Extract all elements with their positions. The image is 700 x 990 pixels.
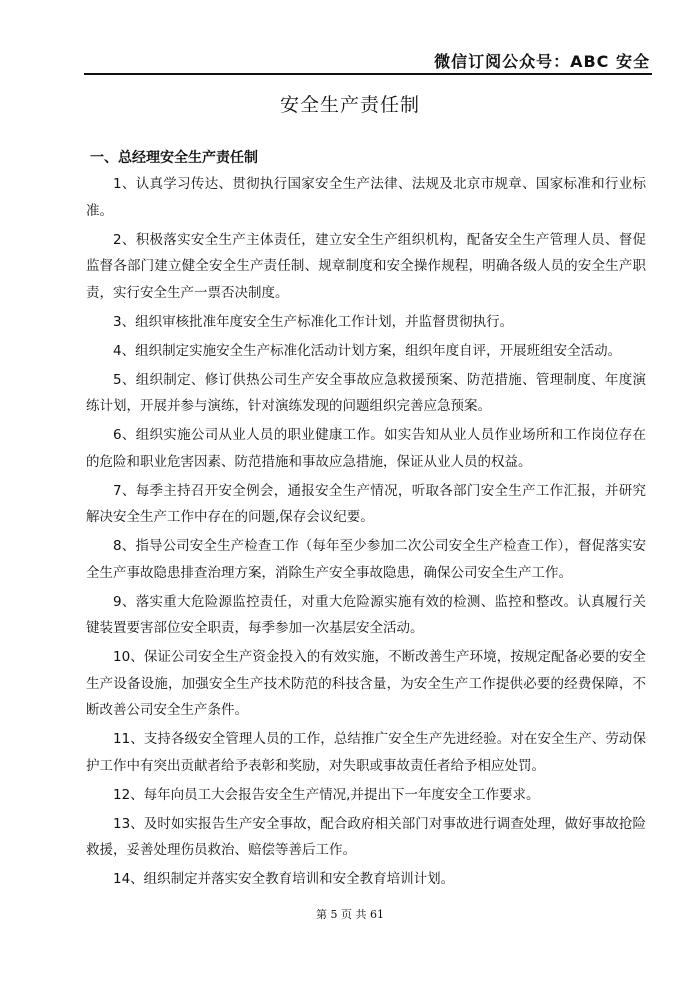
paragraph-6: 6、组织实施公司从业人员的职业健康工作。如实告知从业人员作业场所和工作岗位存在的危险和职业危害因素、防范措施和事故应急措施，保证从业人员的权益。 <box>86 427 646 470</box>
document-body <box>86 171 646 895</box>
paragraph-1: 1、认真学习传达、贯彻执行国家安全生产法律、法规及北京市规章、国家标准和行业标准。 <box>86 176 646 219</box>
paragraph-8: 8、指导公司安全生产检查工作（每年至少参加二次公司安全生产检查工作），督促落实安全生产事故隐患排查治理方案，消除生产安全事故隐患，确保公司安全生产工作。 <box>86 538 646 581</box>
paragraph-12: 12、每年向员工大会报告安全生产情况,并提出下一年度安全工作要求。 <box>113 786 540 803</box>
header-divider <box>84 73 652 75</box>
paragraph-9: 9、落实重大危险源监控责任，对重大危险源实施有效的检测、监控和整改。认真履行关键装置要害部位安全职责，每季参加一次基层安全活动。 <box>86 593 646 636</box>
paragraph-3: 3、组织审核批准年度安全生产标准化工作计划，并监督贯彻执行。 <box>113 313 514 330</box>
document-title: 安全生产责任制 <box>279 94 420 116</box>
paragraph-7: 7、每季主持召开安全例会，通报安全生产情况，听取各部门安全生产工作汇报，并研究解决安全生产工作中存在的问题,保存会议纪要。 <box>86 482 646 525</box>
paragraph-4: 4、组织制定实施安全生产标准化活动计划方案，组织年度自评，开展班组安全活动。 <box>113 342 622 359</box>
section-heading: 一、总经理安全生产责任制 <box>90 150 258 166</box>
paragraph-5: 5、组织制定、修订供热公司生产安全事故应急救援预案、防范措施、管理制度、年度演练计划，开展并参与演练，针对演练发现的问题组织完善应急预案。 <box>86 371 646 414</box>
paragraph-13: 13、及时如实报告生产安全事故，配合政府相关部门对事故进行调查处理，做好事故抢险救援，妥善处理伤员救治、赔偿等善后工作。 <box>86 815 646 858</box>
paragraph-11: 11、支持各级安全管理人员的工作，总结推广安全生产先进经验。对在安全生产、劳动保护工作中有突出贡献者给予表彰和奖励，对失职或事故责任者给予相应处罚。 <box>86 731 646 774</box>
paragraph-2: 2、积极落实安全生产主体责任，建立安全生产组织机构，配备安全生产管理人员、督促监督各部门建立健全安全生产责任制、规章制度和安全操作规程，明确各级人员的安全生产职责，实行安全生产一票否决制度。 <box>86 231 646 301</box>
page-number: 第 5 页 共 61 <box>316 908 384 921</box>
paragraph-14: 14、组织制定并落实安全教育培训和安全教育培训计划。 <box>113 871 455 887</box>
header-brand: 微信订阅公众号：ABC 安全 <box>434 52 650 71</box>
paragraph-10: 10、保证公司安全生产资金投入的有效实施，不断改善生产环境，按规定配备必要的安全生产设备设施，加强安全生产技术防范的科技含量，为安全生产工作提供必要的经费保障，不断改善公司安全生产条件。 <box>86 649 646 718</box>
